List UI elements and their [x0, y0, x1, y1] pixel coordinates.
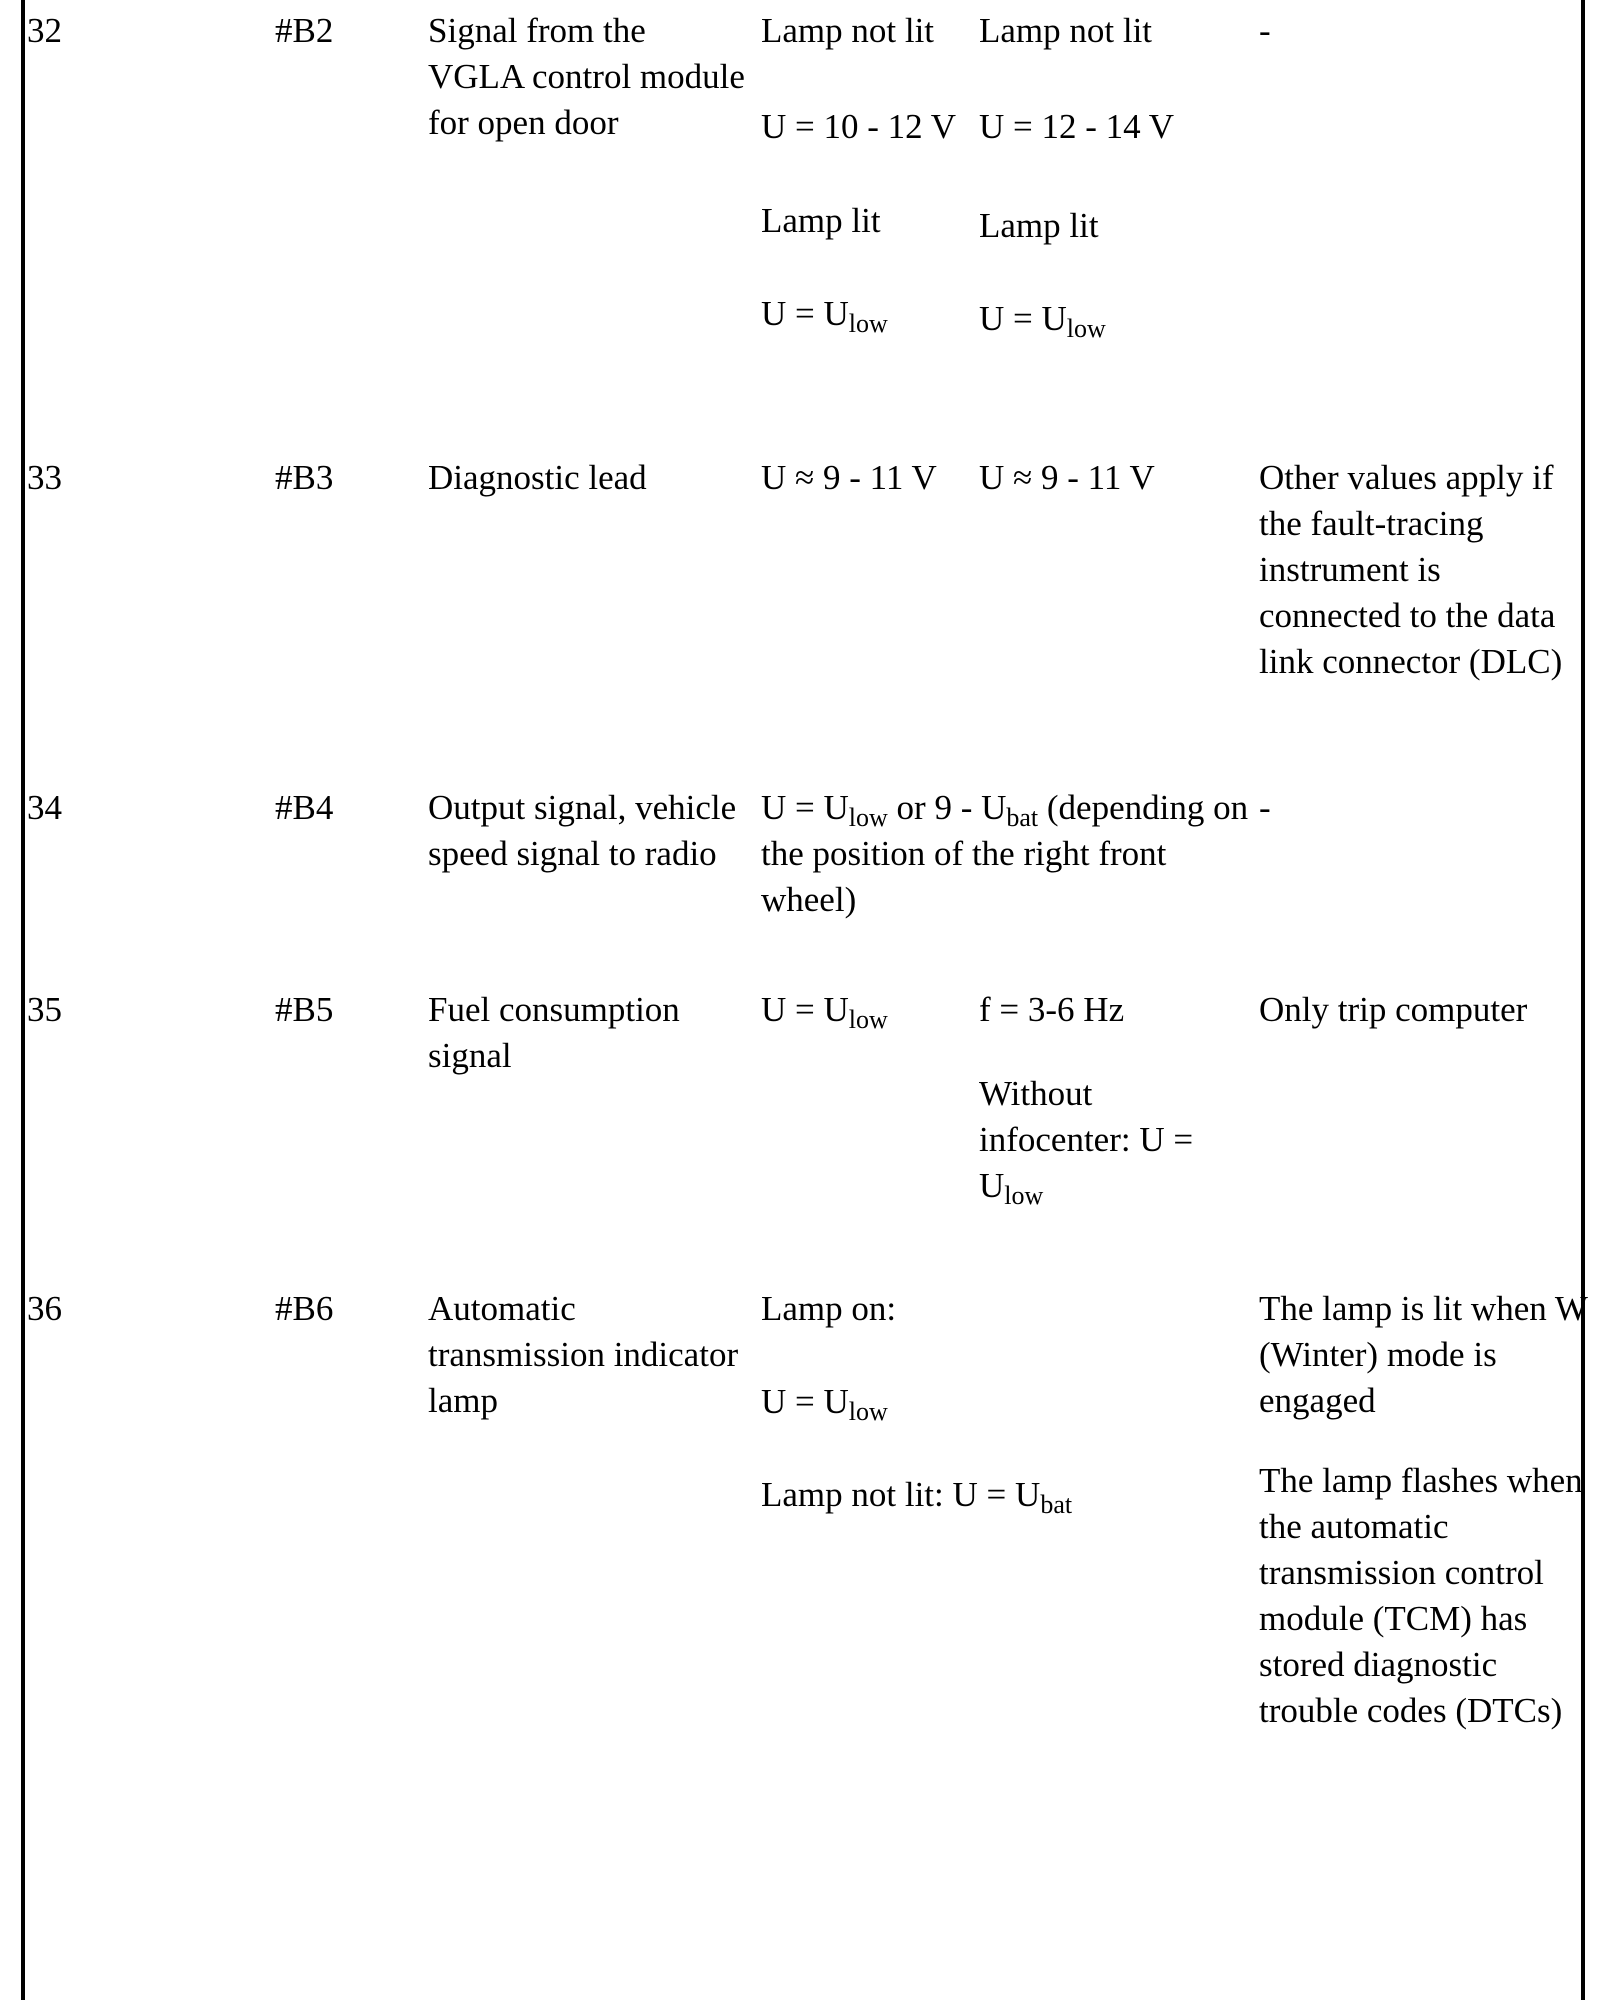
row-note: -	[1259, 11, 1271, 50]
value-condition-a: U ≈ 9 - 11 V	[761, 458, 937, 497]
signal-id: #B2	[275, 11, 334, 50]
signal-description: Automatic transmission indicator lamp	[428, 1289, 739, 1420]
value-condition-a	[761, 8, 971, 337]
table-left-border	[21, 0, 25, 2000]
value-text: $U = U_{low}$	[761, 294, 888, 338]
pin-number: 35	[27, 990, 62, 1029]
signal-id: #B3	[275, 458, 334, 497]
note-text: The lamp is lit when W (Winter) mode is engaged	[1259, 1289, 1588, 1420]
signal-description: Diagnostic lead	[428, 458, 647, 497]
signal-description: Fuel consumption signal	[428, 990, 680, 1075]
value-text: Lamp on:	[761, 1289, 897, 1328]
value-text: U = 12 - 14 V	[979, 107, 1175, 146]
note-text: The lamp flashes when the automatic transmission control module (TCM) has stored diagnostic trouble codes (DTCs)	[1259, 1461, 1583, 1730]
value-text: Lamp not lit: $U = U_{bat}$	[761, 1475, 1073, 1519]
value-text: Without infocenter: $U = U_{low}$	[979, 1074, 1194, 1210]
signal-id: #B6	[275, 1289, 334, 1328]
signal-description: Output signal, vehicle speed signal to radio	[428, 788, 737, 873]
value-text: Lamp lit	[761, 201, 881, 240]
value-condition-b	[979, 987, 1254, 1209]
row-note: -	[1259, 788, 1271, 827]
pin-number: 34	[27, 788, 62, 827]
value-combined	[761, 785, 1261, 923]
value-text: Lamp not lit	[761, 11, 935, 50]
value-text: $U = U_{low}$	[761, 990, 888, 1034]
signal-id: #B5	[275, 990, 334, 1029]
value-text: $U = U_{low}$ or $9 - U_{bat}$ (depending on the position of the right front wheel)	[761, 788, 1249, 919]
value-condition-b	[979, 8, 1254, 342]
value-text: Lamp lit	[979, 206, 1099, 245]
signal-id: #B4	[275, 788, 334, 827]
value-text: $U = U_{low}$	[761, 1382, 888, 1426]
value-combined	[761, 1286, 1261, 1518]
row-note	[1259, 1286, 1589, 1734]
row-note: Only trip computer	[1259, 990, 1528, 1029]
value-text: f = 3-6 Hz	[979, 990, 1125, 1029]
value-condition-a	[761, 987, 971, 1033]
value-text: Lamp not lit	[979, 11, 1153, 50]
value-text: $U = U_{low}$	[979, 299, 1106, 343]
pin-number: 36	[27, 1289, 62, 1328]
value-text: U = 10 - 12 V	[761, 107, 957, 146]
pin-number: 33	[27, 458, 62, 497]
row-note: Other values apply if the fault-tracing instrument is connected to the data link connector (DLC)	[1259, 458, 1563, 681]
value-condition-b: U ≈ 9 - 11 V	[979, 458, 1155, 497]
signal-description: Signal from the VGLA control module for open door	[428, 11, 745, 142]
pin-number: 32	[27, 11, 62, 50]
